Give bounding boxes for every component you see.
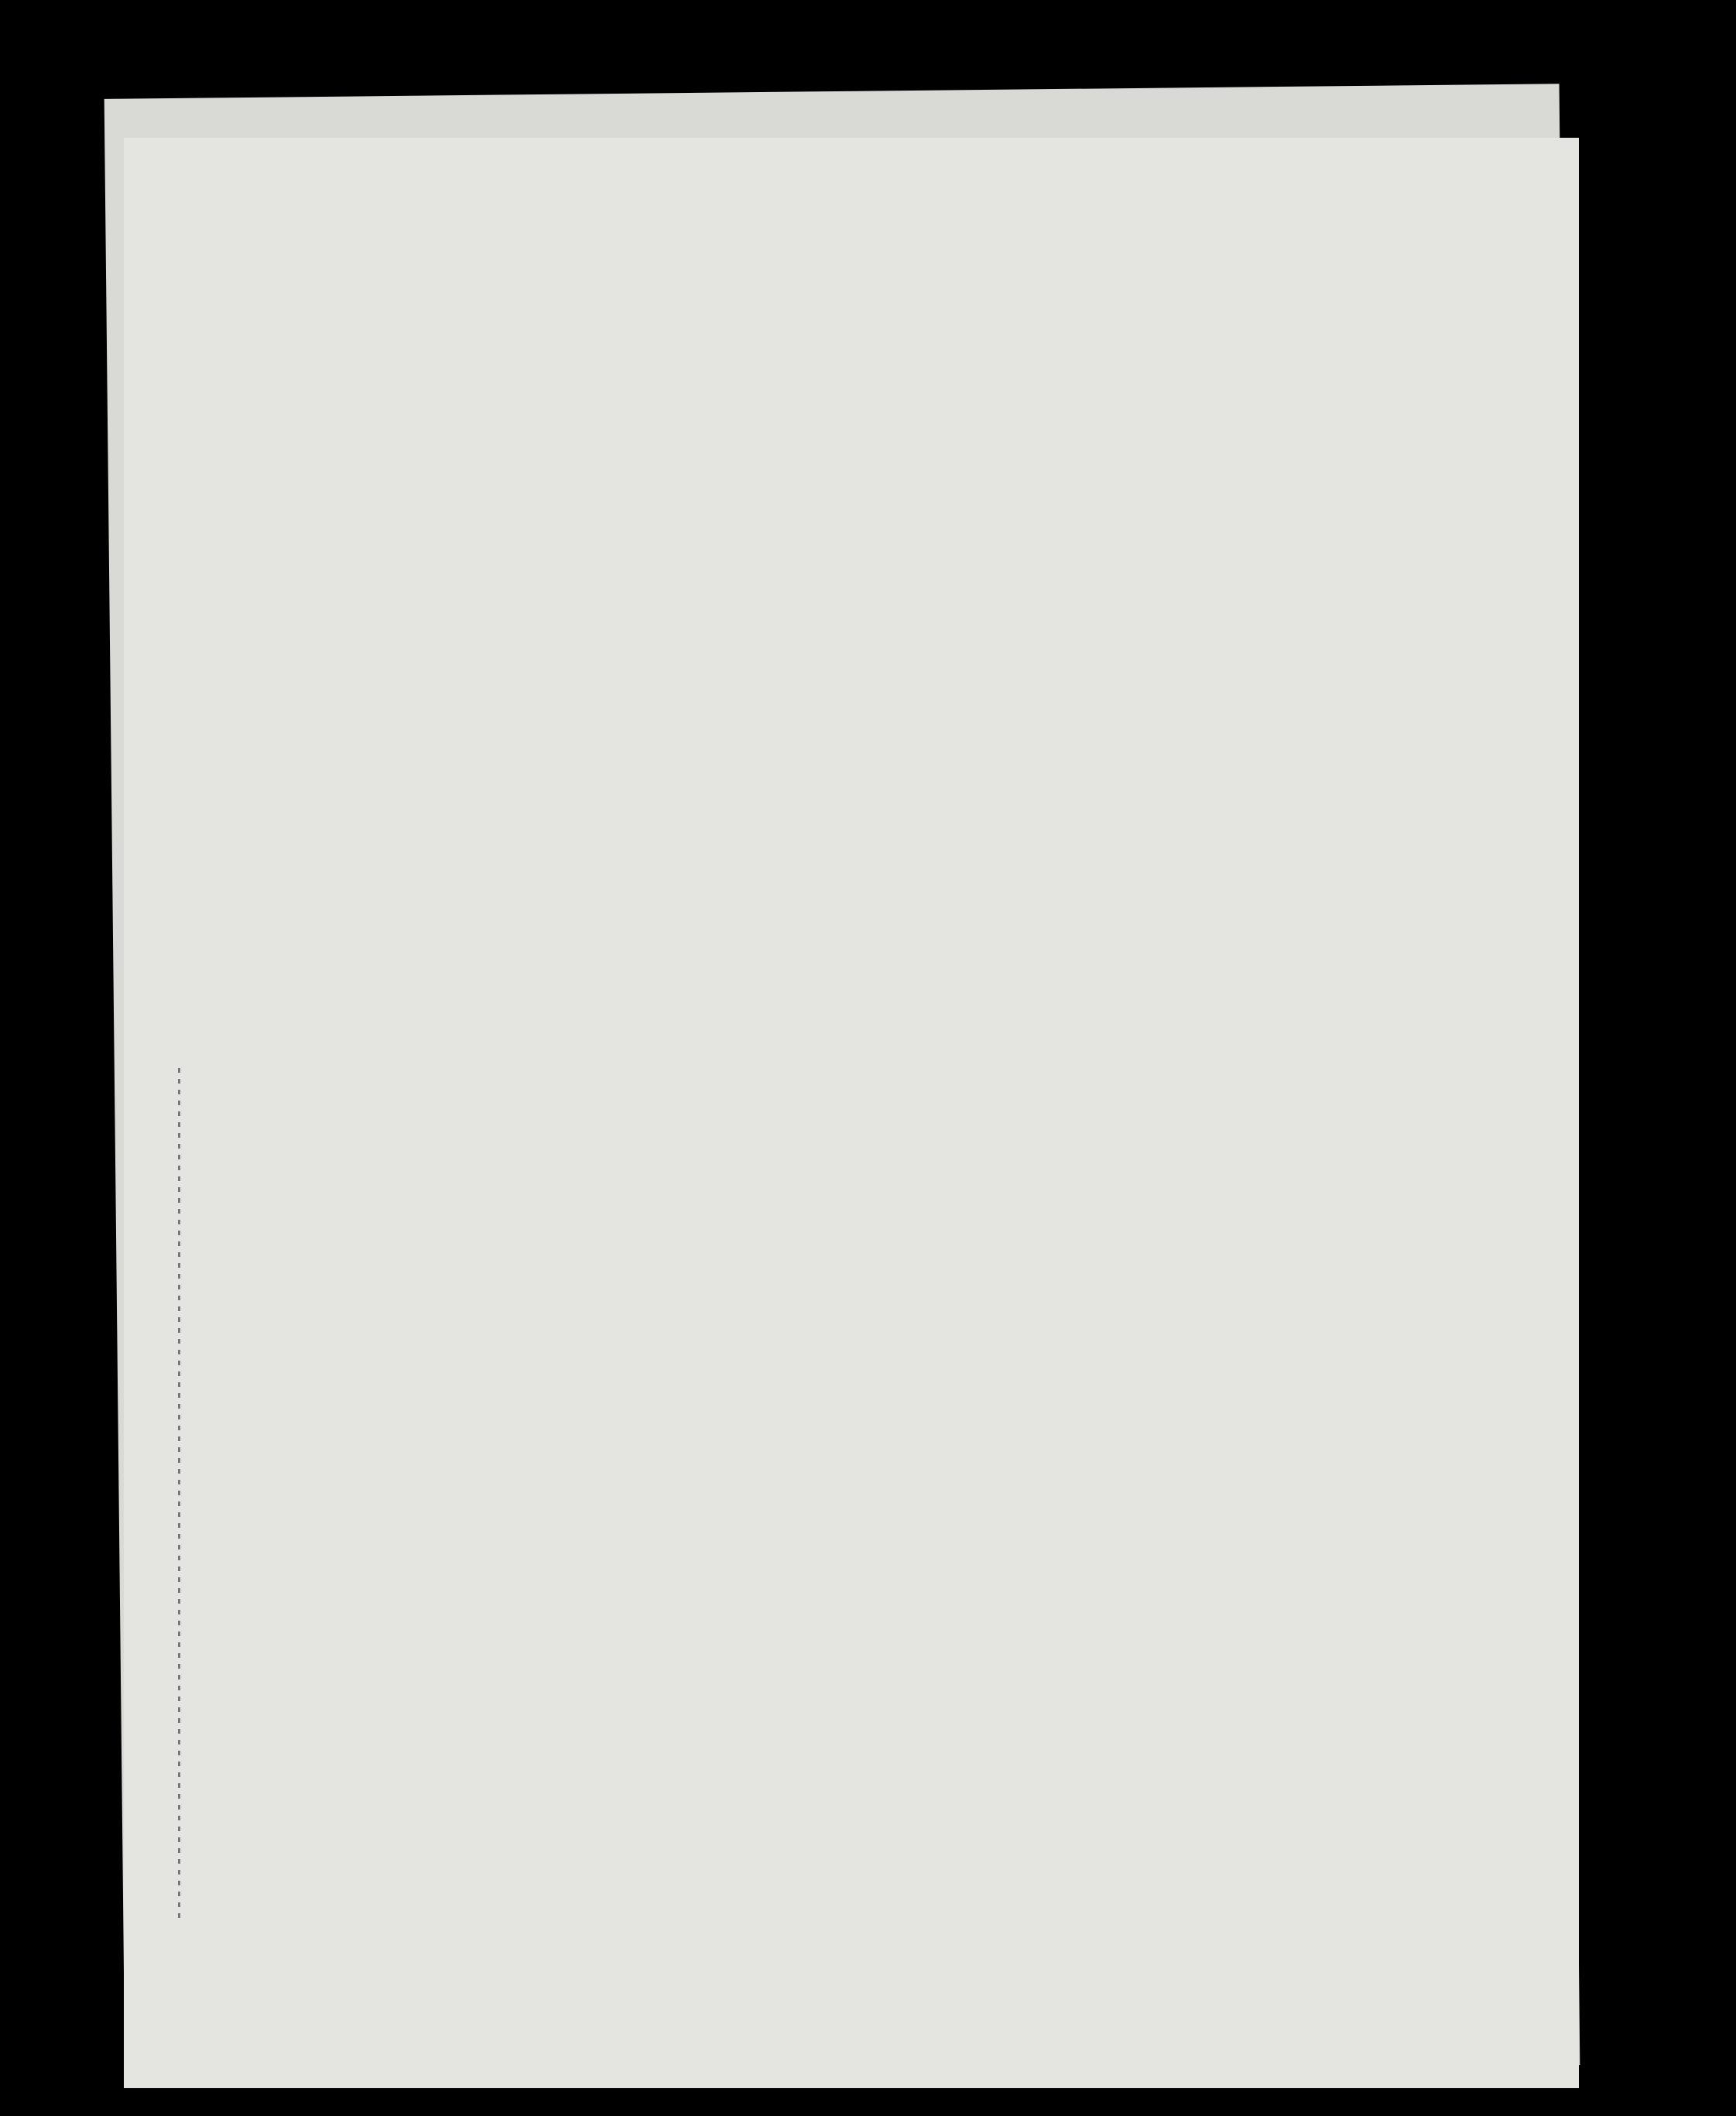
perforation-line [178, 1068, 180, 1919]
document-page [124, 138, 1579, 2088]
